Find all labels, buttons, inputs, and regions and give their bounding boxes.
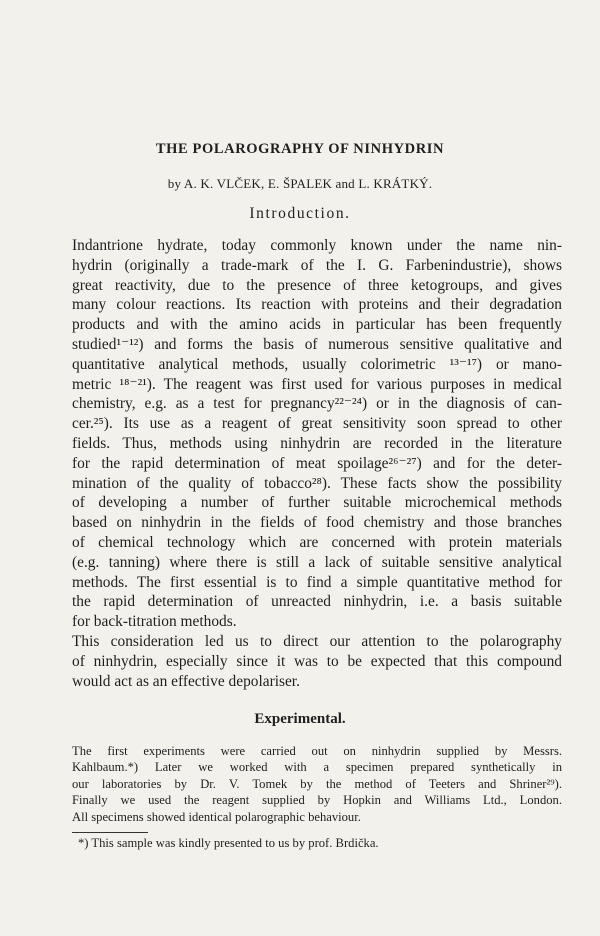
introduction-body [72,236,562,691]
text-line: hydrin (originally a trade-mark of the I. G. Farbenindustrie), shows [72,256,562,274]
text-line: studied¹⁻¹²) and forms the basis of numerous sensitive qualitative and [72,335,562,353]
text-line: based on ninhydrin in the fields of food chemistry and those branches [72,514,562,532]
paper-title: THE POLAROGRAPHY OF NINHYDRIN [155,141,445,157]
text-line: All specimens showed identical polarographic behaviour. [72,809,361,824]
text-line: many colour reactions. Its reaction with proteins and their degradation [72,296,562,314]
text-line: mination of the quality of tobacco²⁸). These facts show the possibility [72,474,562,492]
text-line: would act as an effective depolariser. [72,672,300,690]
text-line: quantitative analytical methods, usually colorimetric ¹³⁻¹⁷) or mano- [72,355,562,373]
text-line: great reactivity, due to the presence of three ketogroups, and gives [72,276,562,294]
text-line: fields. Thus, methods using ninhydrin are recorded in the literature [72,434,562,452]
text-line: for the rapid determination of meat spoilage²⁶⁻²⁷) and for the deter- [72,454,562,472]
text-line: the rapid determination of unreacted ninhydrin, i.e. a basis suitable [72,593,562,611]
text-line: Indantrione hydrate, today commonly known under the name nin- [72,237,562,254]
text-line: products and with the amino acids in particular has been frequently [72,316,562,334]
experimental-heading: Experimental. [254,711,346,727]
text-line: This consideration led us to direct our attention to the polarography [72,632,562,650]
text-line: The first experiments were carried out on ninhydrin supplied by Messrs. [72,744,562,758]
text-line: Finally we used the reagent supplied by Hopkin and Williams Ltd., London. [72,793,562,808]
introduction-heading: Introduction. [249,205,351,222]
text-line: of developing a number of further suitable microchemical methods [72,494,562,512]
text-line: for back-titration methods. [72,613,237,631]
experimental-body [72,743,562,825]
text-line: chemistry, e.g. as a test for pregnancy²²⁻²⁴) or in the diagnosis of can- [72,395,562,413]
text-line: cer.²⁵). Its use as a reagent of great sensitivity soon spread to other [72,415,562,433]
text-line: metric ¹⁸⁻²¹). The reagent was first used for various purposes in medical [72,375,562,393]
text-line: methods. The first essential is to find a simple quantitative method for [72,573,562,591]
text-line: of ninhydrin, especially since it was to be expected that this compound [72,652,562,670]
footnote-rule [72,832,148,833]
text-line: Kahlbaum.*) Later we worked with a specimen prepared synthetically in [72,760,562,775]
footnote: *) This sample was kindly presented to us by prof. Brdička. [78,836,379,850]
author-line: by A. K. VLČEK, E. ŠPALEK and L. KRÁTKÝ. [167,176,433,191]
text-line: (e.g. tanning) where there is still a lack of suitable sensitive analytical [72,553,562,571]
text-line: of chemical technology which are concerned with protein materials [72,533,562,551]
text-line: our laboratories by Dr. V. Tomek by the method of Teeters and Shriner²⁹). [72,776,562,791]
